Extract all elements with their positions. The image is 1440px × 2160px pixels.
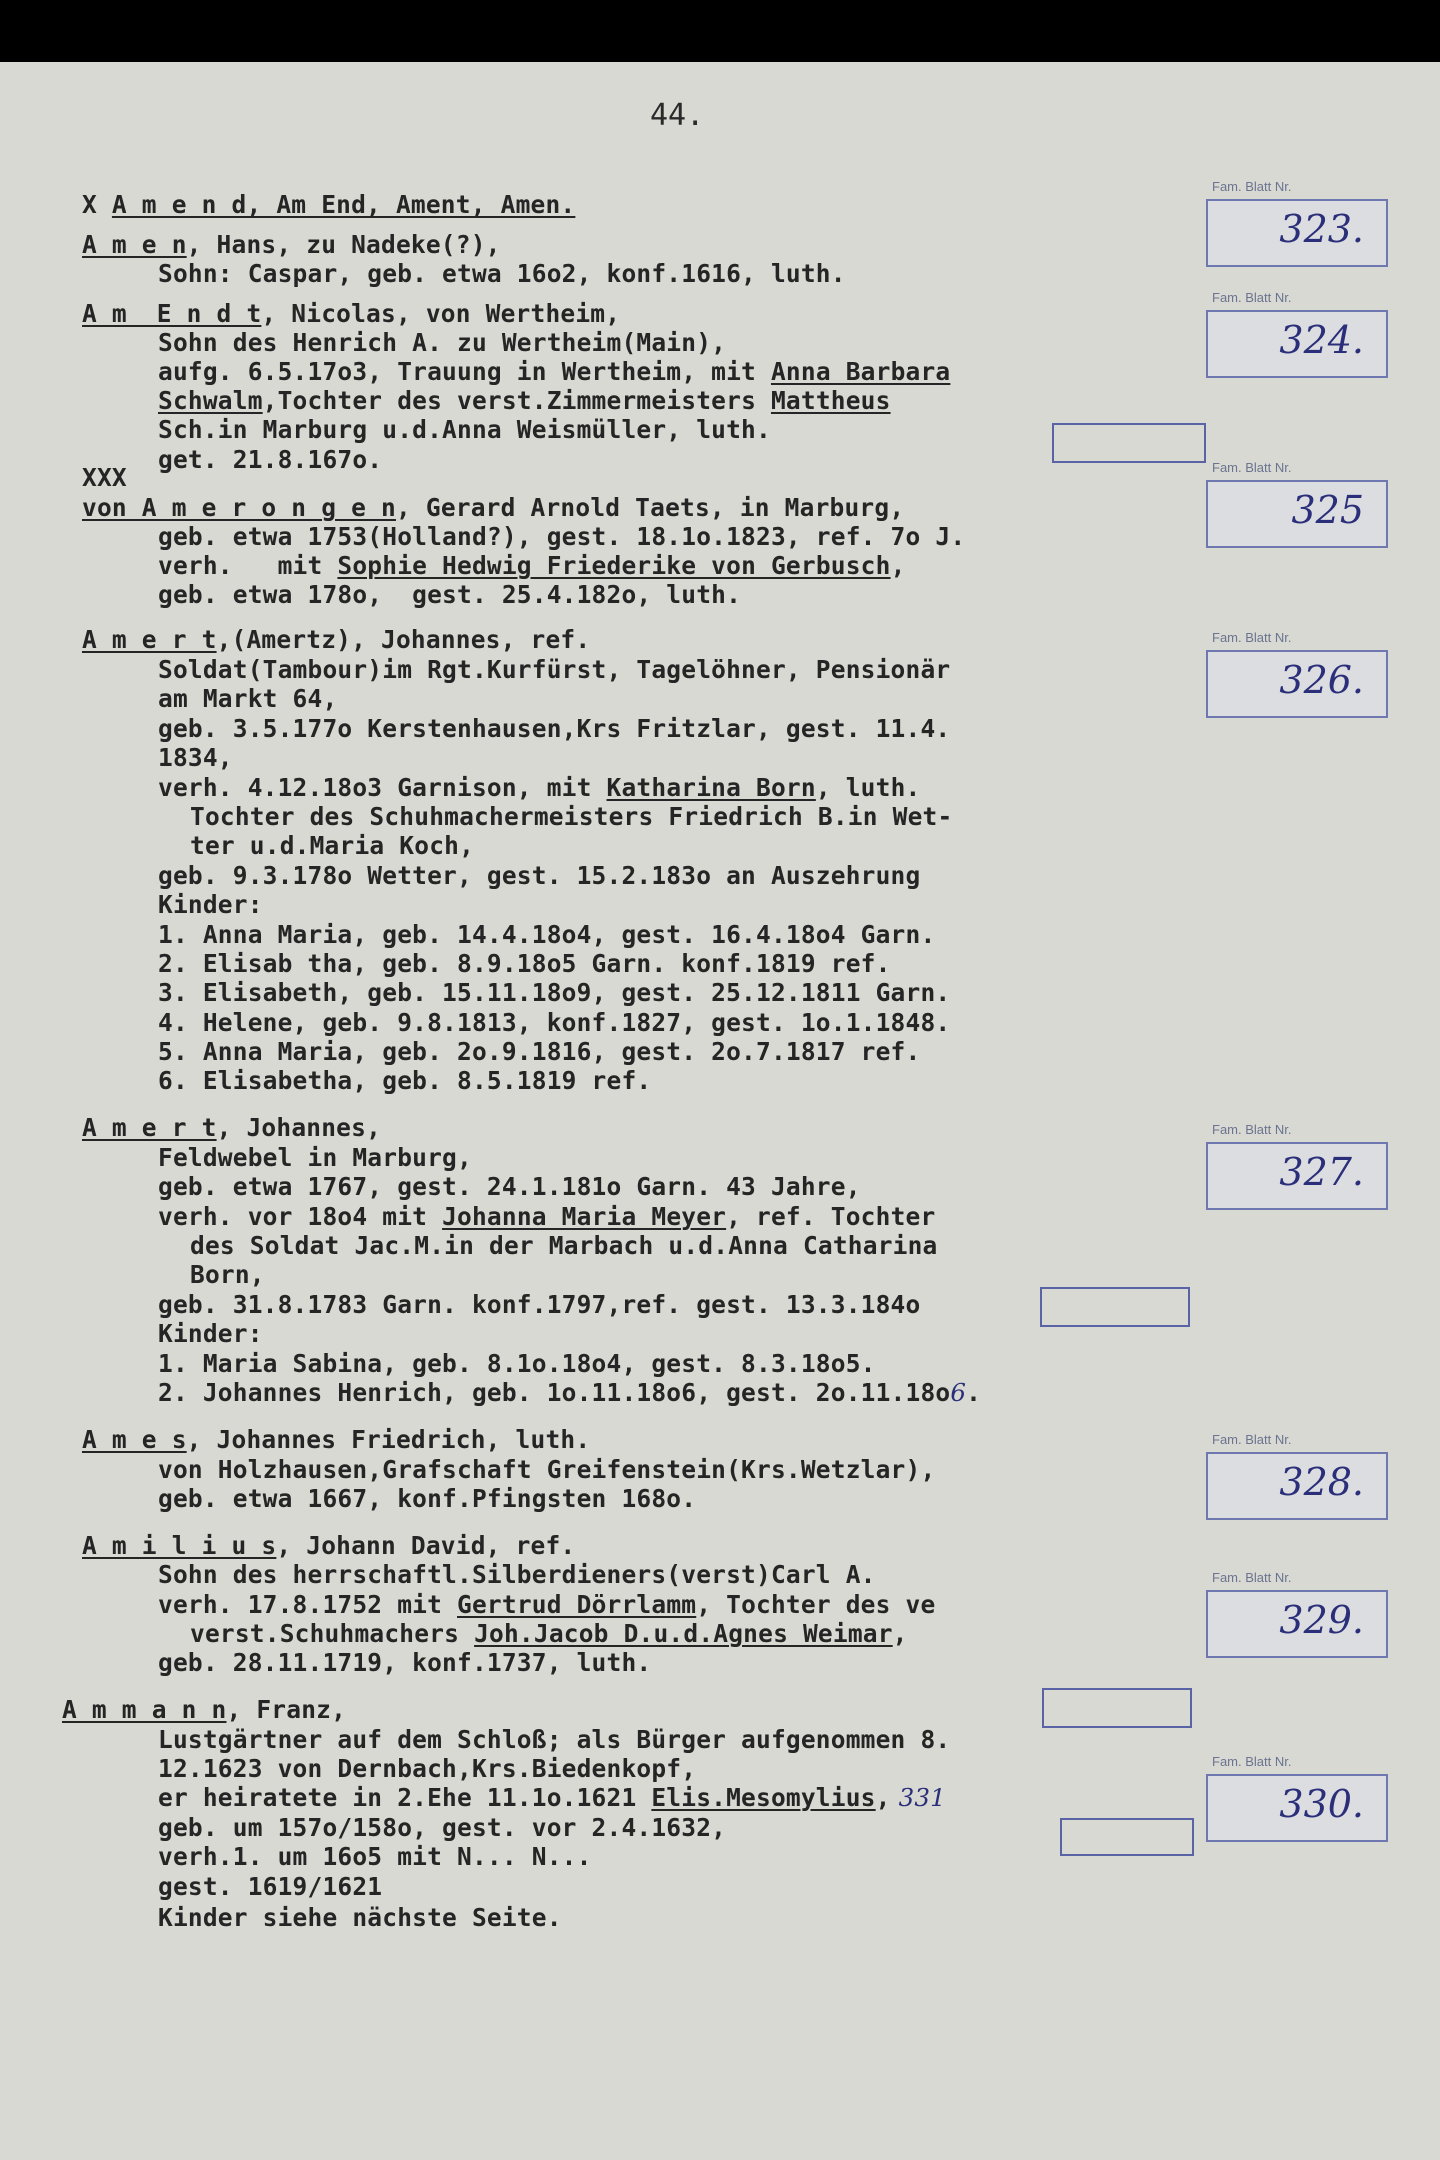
text-segment: .: [966, 1378, 982, 1407]
family-sheet-label: Fam. Blatt Nr.: [1212, 460, 1292, 475]
text-line: [158, 1349, 876, 1379]
text-line: [82, 463, 127, 493]
text-segment: von Holzhausen,Grafschaft Greifenstein(Krs.Wetzlar),: [158, 1455, 936, 1484]
text-line: [82, 230, 501, 260]
text-segment: des Soldat Jac.M.in der Marbach u.d.Anna Catharina: [190, 1231, 938, 1260]
text-line: [190, 1231, 938, 1261]
text-segment: er heiratete in 2.Ehe 11.1o.1621: [158, 1783, 652, 1812]
text-segment: Feldwebel in Marburg,: [158, 1143, 472, 1172]
text-line: [158, 1813, 726, 1843]
text-line: [158, 1319, 263, 1349]
text-segment: ,: [875, 1783, 891, 1812]
family-sheet-label: Fam. Blatt Nr.: [1212, 1122, 1292, 1137]
text-line: [158, 743, 233, 773]
text-line: [158, 1842, 592, 1872]
text-line: [158, 1783, 946, 1813]
text-line: [158, 1037, 920, 1067]
text-segment: verh. 17.8.1752 mit: [158, 1590, 458, 1619]
text-segment: 5. Anna Maria, geb. 2o.9.1816, gest. 2o.7.1817 ref.: [158, 1037, 921, 1066]
text-segment: verh. mit: [158, 551, 338, 580]
text-segment: geb. etwa 1667, konf.Pfingsten 168o.: [158, 1484, 697, 1513]
text-line: [158, 328, 726, 358]
family-sheet-number: 326.: [1279, 658, 1364, 702]
text-line: [82, 299, 620, 329]
text-segment: Sch.in Marburg u.d.Anna Weismüller, luth.: [158, 415, 771, 444]
family-sheet-box: [1206, 1452, 1388, 1520]
text-segment: Kinder:: [158, 1319, 263, 1348]
text-line: [158, 1143, 472, 1173]
text-segment: 3. Elisabeth, geb. 15.11.18o9, gest. 25.12.1811 Garn.: [158, 978, 951, 1007]
family-sheet-label: Fam. Blatt Nr.: [1212, 179, 1292, 194]
text-segment: Soldat(Tambour)im Rgt.Kurfürst, Tagelöhner, Pensionär: [158, 655, 951, 684]
handwritten-annotation: 6: [950, 1378, 967, 1407]
text-segment: Sohn: Caspar, geb. etwa 16o2, konf.1616, luth.: [158, 259, 846, 288]
page-number: 44.: [650, 98, 705, 133]
empty-box: [1040, 1287, 1190, 1327]
family-sheet-box: [1206, 480, 1388, 548]
family-sheet-label: Fam. Blatt Nr.: [1212, 1570, 1292, 1585]
text-segment: , Johannes,: [216, 1113, 382, 1142]
text-segment: gest. 1619/1621: [158, 1872, 383, 1901]
text-segment: Born,: [190, 1260, 265, 1289]
text-segment: verh.1. um 16o5 mit N... N...: [158, 1842, 592, 1871]
text-line: [158, 357, 950, 387]
family-sheet-box: [1206, 650, 1388, 718]
empty-box: [1052, 423, 1206, 463]
underlined-name: Elis.Mesomylius: [651, 1783, 876, 1812]
text-segment: X: [82, 190, 112, 219]
text-line: [158, 861, 920, 891]
family-sheet-number: 325: [1291, 488, 1364, 532]
text-line: [158, 890, 263, 920]
text-line: [158, 1754, 696, 1784]
text-segment: am Markt 64,: [158, 684, 338, 713]
family-sheet-box: [1206, 1590, 1388, 1658]
text-line: [158, 259, 846, 289]
underlined-name: Joh.Jacob D.u.d.Agnes Weimar: [474, 1619, 893, 1648]
text-segment: geb. 31.8.1783 Garn. konf.1797,ref. gest. 13.3.184o: [158, 1290, 921, 1319]
family-sheet-number: 330.: [1279, 1782, 1364, 1826]
text-segment: , Johannes Friedrich, luth.: [186, 1425, 591, 1454]
text-line: [158, 1725, 950, 1755]
register-text: [0, 62, 1190, 2160]
empty-box: [1060, 1818, 1194, 1856]
text-line: [158, 714, 950, 744]
text-line: [82, 190, 575, 220]
text-segment: verh. 4.12.18o3 Garnison, mit: [158, 773, 607, 802]
text-segment: Tochter des Schuhmachermeisters Friedrich B.in Wet-: [190, 802, 953, 831]
text-line: [158, 1172, 861, 1202]
text-segment: ter u.d.Maria Koch,: [190, 831, 475, 860]
text-segment: , Hans, zu Nadeke(?),: [186, 230, 501, 259]
text-line: [82, 493, 904, 523]
text-line: [158, 415, 771, 445]
text-line: [82, 1425, 590, 1455]
text-segment: geb. 3.5.177o Kerstenhausen,Krs Fritzlar, gest. 11.4.: [158, 714, 951, 743]
family-sheet-box: [1206, 310, 1388, 378]
underlined-name: Schwalm: [158, 386, 263, 415]
text-segment: geb. 28.11.1719, konf.1737, luth.: [158, 1648, 652, 1677]
text-segment: 1. Anna Maria, geb. 14.4.18o4, gest. 16.4.18o4 Garn.: [158, 920, 936, 949]
text-line: [158, 1066, 651, 1096]
text-line: [158, 445, 382, 475]
text-line: [158, 773, 920, 803]
underlined-name: A m e n: [82, 230, 187, 259]
text-segment: , Nicolas, von Wertheim,: [261, 299, 621, 328]
underlined-name: A m E n d t: [82, 299, 262, 328]
text-segment: , Gerard Arnold Taets, in Marburg,: [395, 493, 905, 522]
underlined-name: Anna Barbara: [770, 357, 951, 386]
family-sheet-label: Fam. Blatt Nr.: [1212, 630, 1292, 645]
text-line: [158, 1484, 696, 1514]
text-segment: verst.Schuhmachers: [190, 1619, 475, 1648]
text-line: [158, 655, 950, 685]
text-segment: geb. um 157o/158o, gest. vor 2.4.1632,: [158, 1813, 727, 1842]
text-segment: 2. Elisab tha, geb. 8.9.18o5 Garn. konf.1819 ref.: [158, 949, 891, 978]
family-sheet-number: 324.: [1279, 318, 1364, 362]
text-segment: Lustgärtner auf dem Schloß; als Bürger aufgenommen 8.: [158, 1725, 951, 1754]
family-sheet-label: Fam. Blatt Nr.: [1212, 1432, 1292, 1447]
text-segment: aufg. 6.5.17o3, Trauung in Wertheim, mit: [158, 357, 771, 386]
text-line: [190, 1619, 908, 1649]
text-segment: ,(Amertz), Johannes, ref.: [216, 625, 591, 654]
text-line: [158, 1903, 562, 1933]
text-segment: geb. etwa 1753(Holland?), gest. 18.1o.1823, ref. 7o J.: [158, 522, 966, 551]
family-sheet-number: 329.: [1279, 1598, 1364, 1642]
text-segment: 1834,: [158, 743, 233, 772]
underlined-name: Johanna Maria Meyer: [442, 1202, 727, 1231]
text-segment: ,: [890, 551, 906, 580]
underlined-name: Sophie Hedwig Friederike von Gerbusch: [337, 551, 891, 580]
text-segment: , Johann David, ref.: [276, 1531, 576, 1560]
text-line: [158, 386, 891, 416]
text-line: [158, 1560, 876, 1590]
text-segment: get. 21.8.167o.: [158, 445, 383, 474]
text-segment: Kinder siehe nächste Seite.: [158, 1903, 562, 1932]
text-line: [158, 1008, 950, 1038]
text-line: [158, 978, 950, 1008]
family-sheet-box: [1206, 199, 1388, 267]
text-line: [82, 625, 590, 655]
text-line: [190, 802, 952, 832]
underlined-name: A m i l i u s: [82, 1531, 277, 1560]
text-segment: geb. etwa 1767, gest. 24.1.181o Garn. 43 Jahre,: [158, 1172, 861, 1201]
family-sheet-number: 323.: [1279, 207, 1364, 251]
text-segment: Sohn des herrschaftl.Silberdieners(verst)Carl A.: [158, 1560, 876, 1589]
text-segment: 2. Johannes Henrich, geb. 1o.11.18o6, gest. 2o.11.18o: [158, 1378, 951, 1407]
text-line: [158, 1202, 935, 1232]
underlined-name: Gertrud Dörrlamm: [457, 1590, 697, 1619]
text-line: [158, 949, 891, 979]
text-line: [190, 1260, 265, 1290]
family-sheet-label: Fam. Blatt Nr.: [1212, 1754, 1292, 1769]
text-segment: verh. vor 18o4 mit: [158, 1202, 443, 1231]
underlined-name: Katharina Born: [606, 773, 816, 802]
text-segment: geb. etwa 178o, gest. 25.4.182o, luth.: [158, 580, 742, 609]
text-line: [158, 522, 965, 552]
text-segment: , Franz,: [226, 1695, 347, 1724]
underlined-name: A m m a n n: [62, 1695, 227, 1724]
text-segment: geb. 9.3.178o Wetter, gest. 15.2.183o an Auszehrung: [158, 861, 921, 890]
text-line: [158, 1455, 935, 1485]
handwritten-annotation: 331: [890, 1783, 946, 1812]
document-page: [0, 62, 1440, 2160]
text-line: [158, 580, 741, 610]
text-line: [158, 1290, 920, 1320]
text-line: [158, 1872, 382, 1902]
text-line: [62, 1695, 346, 1725]
text-segment: ,Tochter des verst.Zimmermeisters: [262, 386, 771, 415]
family-sheet-number: 327.: [1279, 1150, 1364, 1194]
text-line: [82, 1531, 575, 1561]
family-sheet-label: Fam. Blatt Nr.: [1212, 290, 1292, 305]
text-segment: , ref. Tochter: [726, 1202, 936, 1231]
underlined-name: A m e r t: [82, 1113, 217, 1142]
text-segment: Sohn des Henrich A. zu Wertheim(Main),: [158, 328, 727, 357]
text-segment: 4. Helene, geb. 9.8.1813, konf.1827, gest. 1o.1.1848.: [158, 1008, 951, 1037]
text-line: [158, 1648, 651, 1678]
underlined-name: A m e s: [82, 1425, 187, 1454]
text-line: [158, 920, 935, 950]
text-segment: XXX: [82, 463, 127, 492]
underlined-name: A m e r t: [82, 625, 217, 654]
text-line: [158, 551, 906, 581]
text-line: [82, 1113, 381, 1143]
empty-box: [1042, 1688, 1192, 1728]
text-line: [158, 1590, 935, 1620]
family-sheet-number: 328.: [1279, 1460, 1364, 1504]
text-segment: ,: [892, 1619, 908, 1648]
text-line: [158, 1378, 981, 1408]
text-line: [158, 684, 337, 714]
text-segment: , Tochter des ve: [696, 1590, 936, 1619]
family-sheet-box: [1206, 1774, 1388, 1842]
text-segment: , luth.: [815, 773, 921, 802]
text-segment: 6. Elisabetha, geb. 8.5.1819 ref.: [158, 1066, 652, 1095]
text-segment: 1. Maria Sabina, geb. 8.1o.18o4, gest. 8.3.18o5.: [158, 1349, 876, 1378]
underlined-name: A m e n d, Am End, Ament, Amen.: [111, 190, 576, 219]
text-segment: Kinder:: [158, 890, 263, 919]
text-line: [190, 831, 474, 861]
family-sheet-box: [1206, 1142, 1388, 1210]
underlined-name: Mattheus: [770, 386, 891, 415]
underlined-name: von A m e r o n g e n: [82, 493, 396, 522]
text-segment: 12.1623 von Dernbach,Krs.Biedenkopf,: [158, 1754, 697, 1783]
